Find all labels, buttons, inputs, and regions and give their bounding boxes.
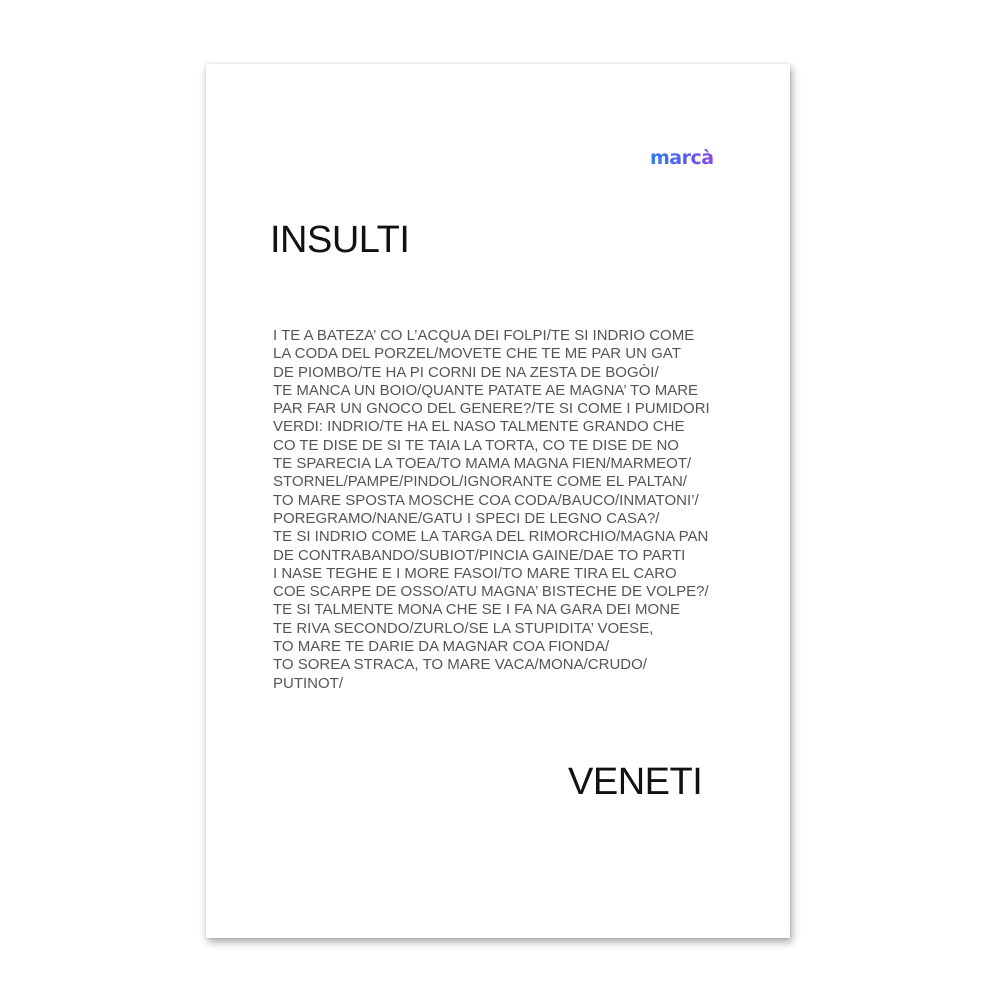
text-line: COE SCARPE DE OSSO/ATU MAGNA’ BISTECHE DE VOLPE?/ (273, 583, 709, 601)
text-line: TE SI TALMENTE MONA CHE SE I FA NA GARA DEI MONE (273, 601, 681, 619)
text-line: I TE A BATEZA’ CO L’ACQUA DEI FOLPI/TE SI INDRIO COME (273, 327, 695, 344)
text-line: STORNEL/PAMPE/PINDOL/IGNORANTE COME EL PALTAN/ (273, 473, 687, 491)
text-line: LA CODA DEL PORZEL/MOVETE CHE TE ME PAR UN GAT (273, 345, 681, 363)
poster-title-bottom: VENETI (568, 761, 703, 803)
text-line: DE CONTRABANDO/SUBIOT/PINCIA GAINE/DAE TO PARTI (273, 546, 686, 564)
text-line: TE RIVA SECONDO/ZURLO/SE LA STUPIDITA’ VOESE, (273, 619, 654, 637)
text-line: TE SI INDRIO COME LA TARGA DEL RIMORCHIO/MAGNA PAN (273, 528, 709, 546)
poster-title-top: INSULTI (270, 219, 410, 261)
text-line: DE PIOMBO/TE HA PI CORNI DE NA ZESTA DE BOGÒI/ (273, 363, 659, 381)
text-line: TO SOREA STRACA, TO MARE VACA/MONA/CRUDO/ (273, 656, 647, 674)
text-line: TE MANCA UN BOIO/QUANTE PATATE AE MAGNA’ TO MARE (273, 381, 699, 399)
text-line: POREGRAMO/NANE/GATU I SPECI DE LEGNO CASA?/ (273, 509, 660, 527)
insults-text-block (273, 327, 733, 693)
text-line: TE SPARECIA LA TOEA/TO MAMA MAGNA FIEN/MARMEOT/ (273, 455, 692, 473)
text-line: TO MARE SPOSTA MOSCHE COA CODA/BAUCO/INMATONI’/ (273, 491, 699, 509)
text-line: TO MARE TE DARIE DA MAGNAR COA FIONDA/ (273, 638, 610, 656)
text-line: CO TE DISE DE SI TE TAIA LA TORTA, CO TE DISE DE NO (273, 436, 679, 454)
text-line: PUTINOT/ (273, 674, 343, 692)
text-line: VERDI: INDRIO/TE HA EL NASO TALMENTE GRANDO CHE (273, 418, 685, 436)
text-line: PAR FAR UN GNOCO DEL GENERE?/TE SI COME I PUMIDORI (273, 400, 710, 418)
text-line: I NASE TEGHE E I MORE FASOI/TO MARE TIRA EL CARO (273, 564, 677, 582)
brand-logo: marcà (650, 144, 714, 172)
